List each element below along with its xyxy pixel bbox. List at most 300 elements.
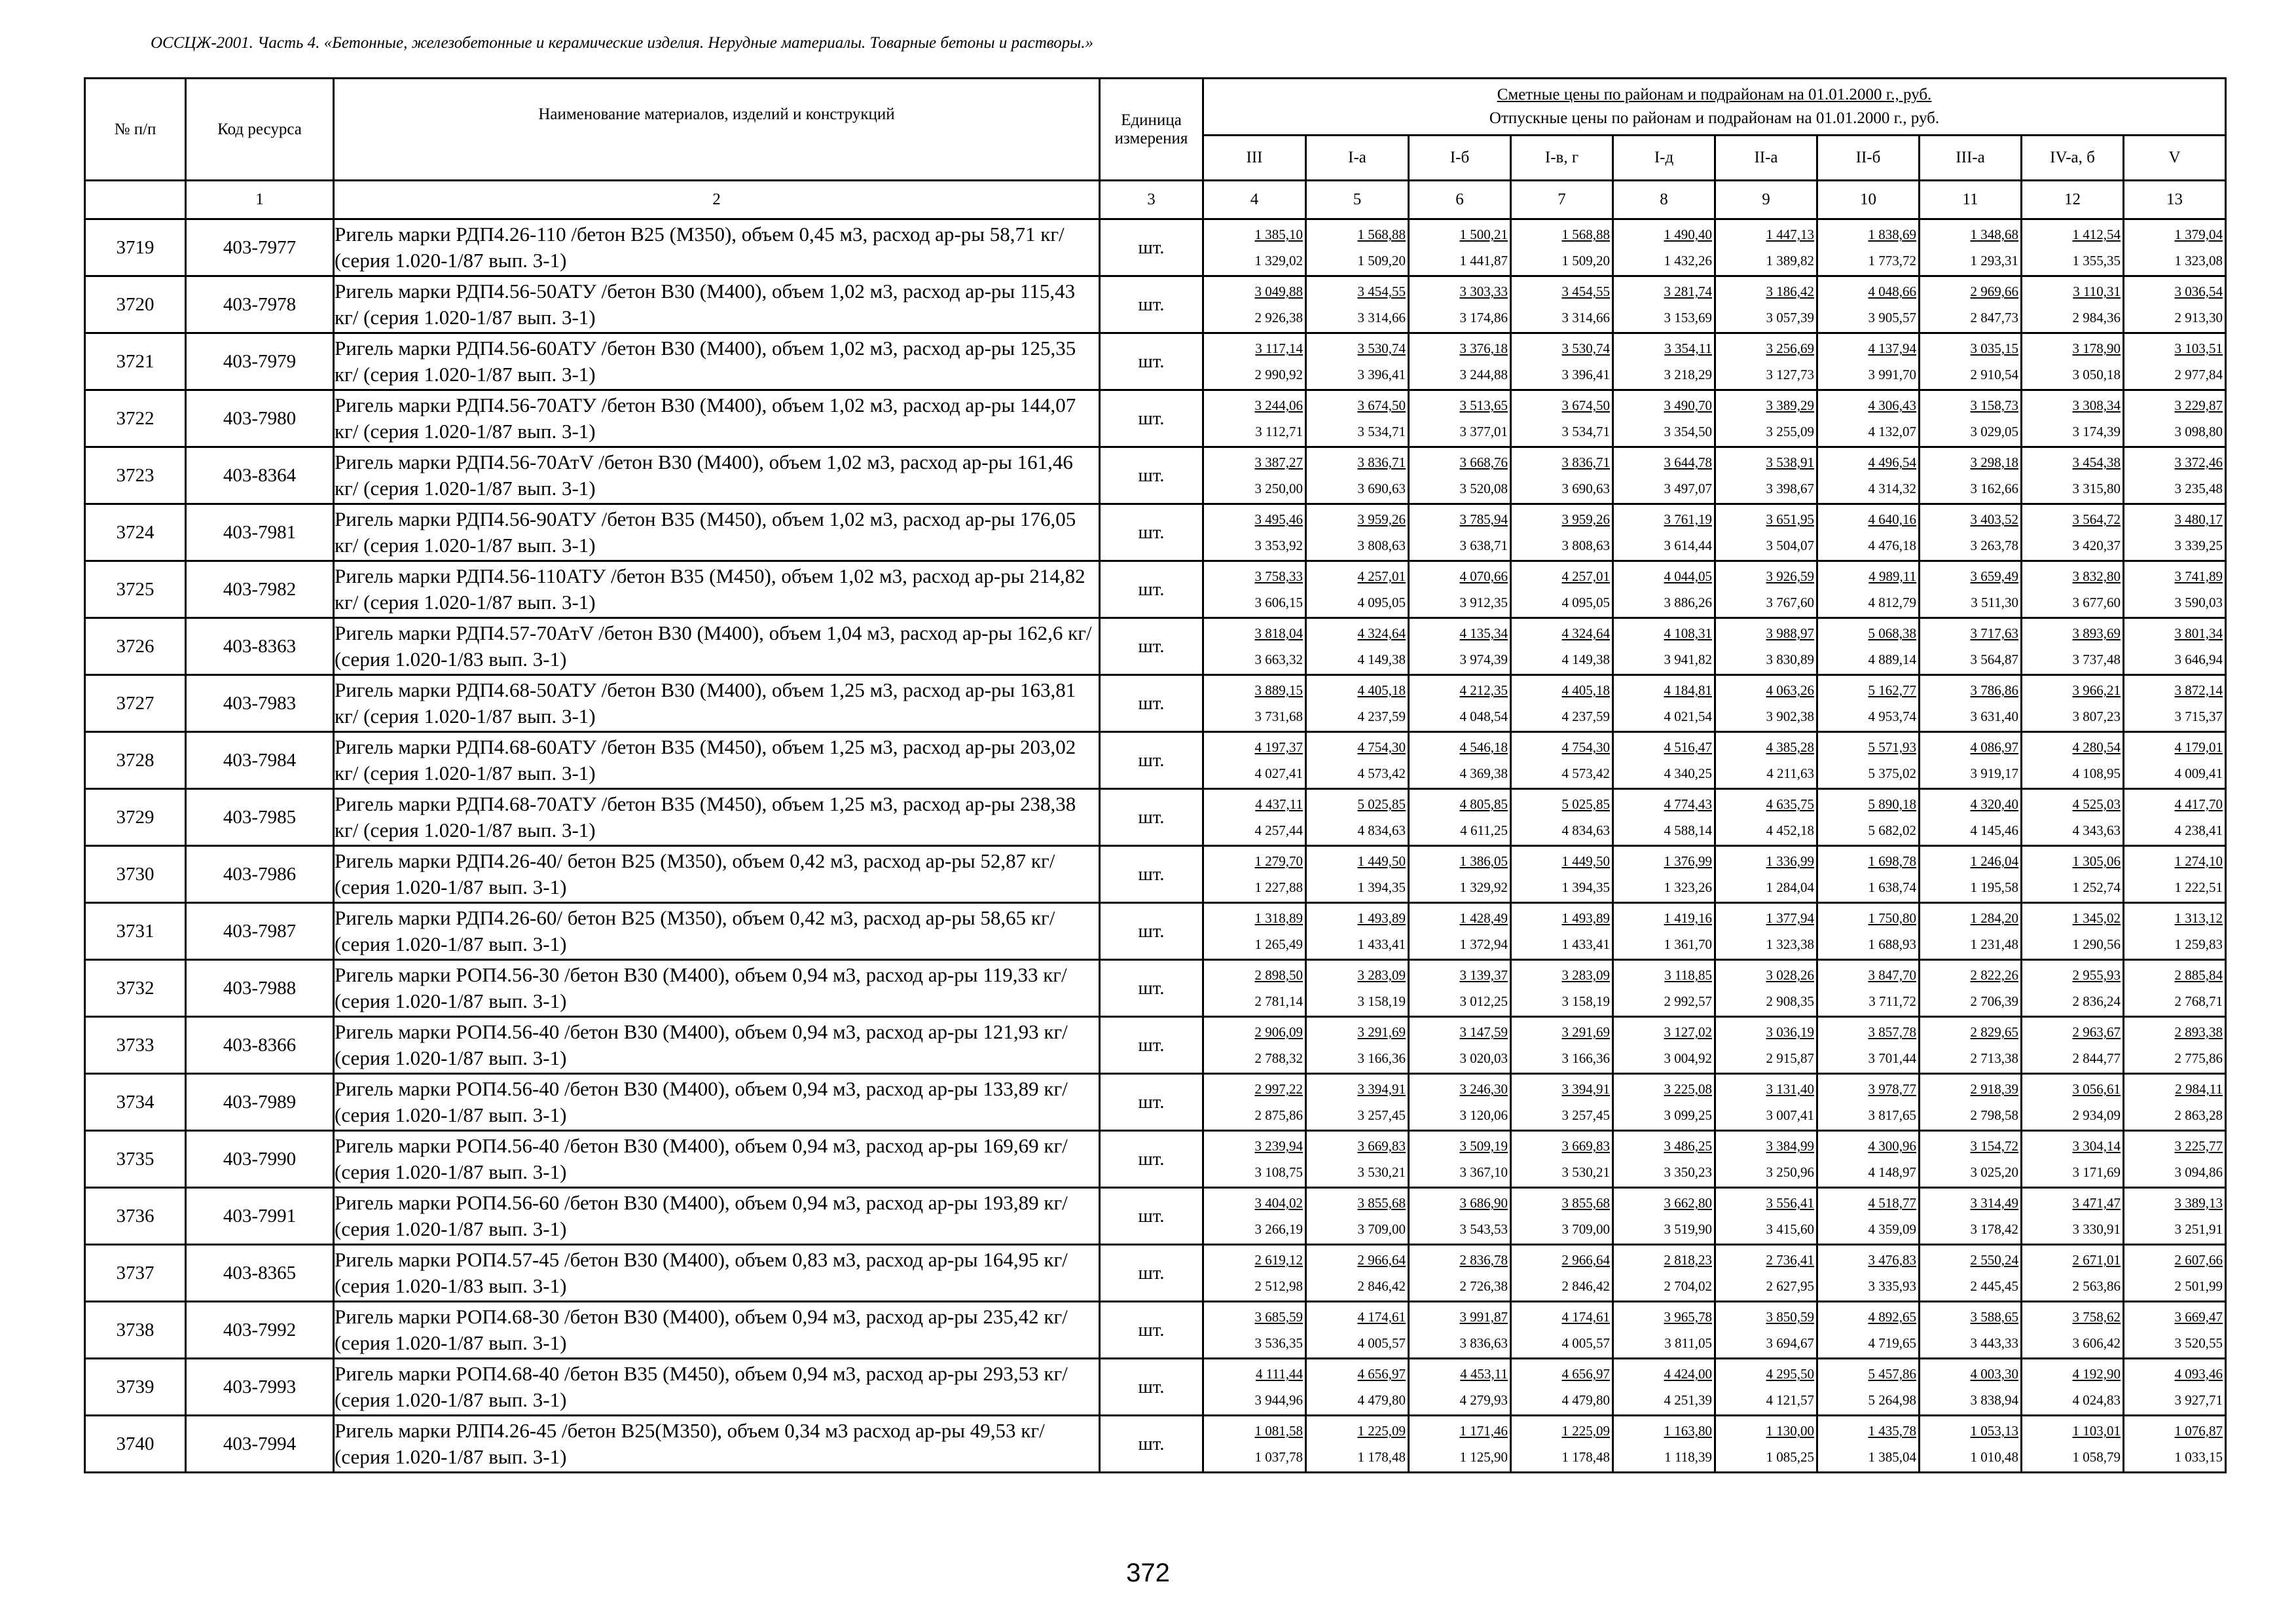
- price-cell: [1920, 960, 2022, 1017]
- price-cell: [1920, 390, 2022, 447]
- estimate-price: 3 818,04: [1254, 625, 1303, 641]
- estimate-price: 1 385,10: [1254, 227, 1303, 242]
- release-price: 3 606,15: [1254, 595, 1303, 610]
- estimate-price: 4 063,26: [1766, 682, 1814, 698]
- estimate-price: 3 669,47: [2174, 1309, 2223, 1325]
- price-cell: [1920, 618, 2022, 675]
- estimate-price: 1 379,04: [2174, 227, 2223, 242]
- release-price: 3 886,26: [1664, 595, 1712, 610]
- release-price: 3 905,57: [1868, 310, 1916, 325]
- estimate-price: 3 384,99: [1766, 1138, 1814, 1154]
- release-price: 2 992,57: [1664, 993, 1712, 1009]
- column-number: 9: [1715, 181, 1817, 219]
- price-cell: [2022, 1302, 2124, 1359]
- table-row: [85, 618, 2226, 675]
- price-cell: [2124, 1416, 2226, 1473]
- estimate-price: 1 698,78: [1868, 853, 1916, 869]
- release-price: 3 709,00: [1357, 1221, 1406, 1237]
- estimate-price: 3 669,83: [1561, 1138, 1610, 1154]
- release-price: 3 020,03: [1459, 1050, 1508, 1066]
- estimate-price: 4 989,11: [1868, 568, 1916, 584]
- estimate-price: 2 829,65: [1970, 1024, 2018, 1040]
- release-price: 3 919,17: [1970, 766, 2018, 781]
- price-cell: [1203, 447, 1306, 504]
- price-cell: [1511, 1188, 1613, 1245]
- estimate-price: 2 607,66: [2174, 1252, 2223, 1268]
- estimate-price: 3 036,19: [1766, 1024, 1814, 1040]
- release-price: 3 731,68: [1254, 709, 1303, 724]
- price-cell: [2022, 1359, 2124, 1416]
- table-row: [85, 903, 2226, 960]
- release-price: 1 433,41: [1357, 936, 1406, 952]
- material-name: Ригель марки РДП4.26-40/ бетон B25 (M350), объем 0,42 м3, расход ар-ры 52,87 кг/ (серия 1.020-1/87 вып. 3-1): [334, 846, 1100, 903]
- release-price: 3 534,71: [1561, 424, 1610, 439]
- release-price: 2 781,14: [1254, 993, 1303, 1009]
- price-cell: [1203, 732, 1306, 789]
- estimate-price: 3 225,08: [1664, 1081, 1712, 1097]
- release-price: 3 108,75: [1254, 1164, 1303, 1180]
- row-number: 3731: [85, 903, 186, 960]
- release-price: 3 817,65: [1868, 1107, 1916, 1123]
- price-cell: [1409, 447, 1511, 504]
- estimate-price: 4 525,03: [2072, 796, 2121, 812]
- table-row: [85, 1017, 2226, 1074]
- release-price: 4 359,09: [1868, 1221, 1916, 1237]
- estimate-price: 4 044,05: [1664, 568, 1712, 584]
- price-cell: [1511, 333, 1613, 390]
- row-number: 3740: [85, 1416, 186, 1473]
- estimate-price: 3 893,69: [2072, 625, 2121, 641]
- release-price: 1 259,83: [2174, 936, 2223, 952]
- page-number: 372: [1126, 1559, 1170, 1587]
- unit-of-measure: шт.: [1100, 846, 1203, 903]
- estimate-price: 3 965,78: [1664, 1309, 1712, 1325]
- price-cell: [1306, 504, 1409, 561]
- estimate-price: 3 855,68: [1357, 1195, 1406, 1211]
- unit-of-measure: шт.: [1100, 1017, 1203, 1074]
- estimate-price: 3 454,38: [2072, 454, 2121, 470]
- estimate-price: 1 386,05: [1459, 853, 1508, 869]
- price-cell: [2124, 447, 2226, 504]
- price-cell: [1511, 447, 1613, 504]
- price-cell: [1409, 1302, 1511, 1359]
- table-row: [85, 732, 2226, 789]
- estimate-price: 3 372,46: [2174, 454, 2223, 470]
- resource-code: 403-7977: [186, 219, 334, 276]
- estimate-price: 3 314,49: [1970, 1195, 2018, 1211]
- release-price: 3 127,73: [1766, 367, 1814, 382]
- price-table: [84, 77, 2227, 1473]
- price-cell: [1817, 675, 1920, 732]
- release-price: 1 389,82: [1766, 253, 1814, 268]
- column-number: 6: [1409, 181, 1511, 219]
- release-price: 4 005,57: [1561, 1335, 1610, 1351]
- resource-code: 403-7989: [186, 1074, 334, 1131]
- release-price: 3 162,66: [1970, 481, 2018, 496]
- release-price: 2 846,42: [1357, 1278, 1406, 1294]
- price-cell: [1715, 846, 1817, 903]
- release-price: 3 543,53: [1459, 1221, 1508, 1237]
- price-cell: [1817, 903, 1920, 960]
- release-price: 3 690,63: [1357, 481, 1406, 496]
- estimate-price: 4 184,81: [1664, 682, 1712, 698]
- estimate-price: 3 127,02: [1664, 1024, 1712, 1040]
- estimate-price: 3 480,17: [2174, 511, 2223, 527]
- estimate-price: 1 377,94: [1766, 910, 1814, 926]
- release-price: 2 445,45: [1970, 1278, 2018, 1294]
- estimate-price: 1 419,16: [1664, 910, 1712, 926]
- release-price: 3 120,06: [1459, 1107, 1508, 1123]
- estimate-price: 3 186,42: [1766, 284, 1814, 299]
- estimate-price: 3 530,74: [1357, 341, 1406, 356]
- release-price: 4 953,74: [1868, 709, 1916, 724]
- estimate-price: 3 454,55: [1561, 284, 1610, 299]
- price-cell: [1817, 1416, 1920, 1473]
- price-cell: [1409, 846, 1511, 903]
- estimate-price: 3 651,95: [1766, 511, 1814, 527]
- estimate-price: 1 171,46: [1459, 1423, 1508, 1439]
- price-cell: [1613, 618, 1715, 675]
- estimate-price: 2 984,11: [2175, 1081, 2223, 1097]
- estimate-price: 3 049,88: [1254, 284, 1303, 299]
- price-cell: [1409, 732, 1511, 789]
- estimate-price: 4 048,66: [1868, 284, 1916, 299]
- price-cell: [1613, 1074, 1715, 1131]
- price-cell: [1613, 333, 1715, 390]
- release-price: 3 174,86: [1459, 310, 1508, 325]
- release-price: 3 153,69: [1664, 310, 1712, 325]
- price-cell: [1613, 1017, 1715, 1074]
- material-name: Ригель марки РДП4.56-60АТУ /бетон B30 (M400), объем 1,02 м3, расход ар-ры 125,35 кг/ (серия 1.020-1/87 вып. 3-1): [334, 333, 1100, 390]
- price-cell: [1306, 732, 1409, 789]
- price-cell: [1715, 219, 1817, 276]
- release-price: 3 927,71: [2174, 1392, 2223, 1408]
- estimate-price: 3 588,65: [1970, 1309, 2018, 1325]
- release-price: 1 118,39: [1664, 1449, 1712, 1465]
- price-cell: [1817, 1188, 1920, 1245]
- estimate-price: 3 674,50: [1357, 397, 1406, 413]
- release-price: 3 178,42: [1970, 1221, 2018, 1237]
- estimate-price: 4 424,00: [1664, 1366, 1712, 1382]
- release-price: 3 004,92: [1664, 1050, 1712, 1066]
- release-price: 4 834,63: [1561, 822, 1610, 838]
- price-cell: [1715, 333, 1817, 390]
- estimate-price: 4 546,18: [1459, 739, 1508, 755]
- release-price: 3 944,96: [1254, 1392, 1303, 1408]
- price-cell: [1511, 1302, 1613, 1359]
- price-cell: [1511, 219, 1613, 276]
- price-cell: [1613, 390, 1715, 447]
- row-number: 3725: [85, 561, 186, 618]
- release-price: 3 694,67: [1766, 1335, 1814, 1351]
- price-cell: [1409, 219, 1511, 276]
- unit-of-measure: шт.: [1100, 960, 1203, 1017]
- estimate-price: 3 394,91: [1561, 1081, 1610, 1097]
- release-price: 4 573,42: [1561, 766, 1610, 781]
- estimate-price: 4 892,65: [1868, 1309, 1916, 1325]
- price-cell: [1920, 903, 2022, 960]
- price-cell: [1203, 1359, 1306, 1416]
- price-cell: [1817, 1359, 1920, 1416]
- estimate-price: 4 070,66: [1459, 568, 1508, 584]
- resource-code: 403-7993: [186, 1359, 334, 1416]
- unit-of-measure: шт.: [1100, 561, 1203, 618]
- estimate-price: 1 053,13: [1970, 1423, 2018, 1439]
- estimate-price: 2 818,23: [1664, 1252, 1712, 1268]
- estimate-price: 3 103,51: [2174, 341, 2223, 356]
- estimate-price: 4 516,47: [1664, 739, 1712, 755]
- release-price: 3 564,87: [1970, 652, 2018, 667]
- price-cell: [1613, 732, 1715, 789]
- estimate-price: 4 656,97: [1561, 1366, 1610, 1382]
- estimate-price: 4 003,30: [1970, 1366, 2018, 1382]
- release-price: 1 394,35: [1561, 879, 1610, 895]
- price-cell: [2124, 1359, 2226, 1416]
- price-cell: [1613, 789, 1715, 846]
- estimate-price: 2 898,50: [1254, 967, 1303, 983]
- price-cell: [1203, 1302, 1306, 1359]
- estimate-price: 3 668,76: [1459, 454, 1508, 470]
- estimate-price: 3 741,89: [2174, 568, 2223, 584]
- estimate-price: 1 163,80: [1664, 1423, 1712, 1439]
- release-price: 3 098,80: [2174, 424, 2223, 439]
- estimate-price: 4 300,96: [1868, 1138, 1916, 1154]
- release-price: 3 350,23: [1664, 1164, 1712, 1180]
- release-price: 2 713,38: [1970, 1050, 2018, 1066]
- release-price: 3 443,33: [1970, 1335, 2018, 1351]
- release-price: 4 343,63: [2072, 822, 2121, 838]
- release-price: 3 398,67: [1766, 481, 1814, 496]
- row-number: 3739: [85, 1359, 186, 1416]
- release-price: 1 441,87: [1459, 253, 1508, 268]
- price-cell: [1817, 219, 1920, 276]
- release-price: 3 244,88: [1459, 367, 1508, 382]
- release-price: 1 638,74: [1868, 879, 1916, 895]
- estimate-price: 4 257,01: [1561, 568, 1610, 584]
- resource-code: 403-8366: [186, 1017, 334, 1074]
- estimate-price: 3 988,97: [1766, 625, 1814, 641]
- release-price: 1 323,26: [1664, 879, 1712, 895]
- release-price: 2 990,92: [1254, 367, 1303, 382]
- estimate-price: 3 801,34: [2174, 625, 2223, 641]
- resource-code: 403-7987: [186, 903, 334, 960]
- price-cell: [1817, 1302, 1920, 1359]
- estimate-price: 1 348,68: [1970, 227, 2018, 242]
- estimate-price: 3 674,50: [1561, 397, 1610, 413]
- price-cell: [2022, 1188, 2124, 1245]
- estimate-price: 1 449,50: [1357, 853, 1406, 869]
- estimate-price: 1 130,00: [1766, 1423, 1814, 1439]
- price-cell: [2022, 504, 2124, 561]
- price-cell: [1920, 561, 2022, 618]
- release-price: 3 257,45: [1357, 1107, 1406, 1123]
- table-row: [85, 333, 2226, 390]
- price-cell: [1306, 1188, 1409, 1245]
- estimate-price: 3 855,68: [1561, 1195, 1610, 1211]
- estimate-price: 3 538,91: [1766, 454, 1814, 470]
- release-price: 2 704,02: [1664, 1278, 1712, 1294]
- price-cell: [1203, 276, 1306, 333]
- price-cell: [1409, 390, 1511, 447]
- column-number: 8: [1613, 181, 1715, 219]
- release-price: 3 057,39: [1766, 310, 1814, 325]
- release-price: 2 627,95: [1766, 1278, 1814, 1294]
- price-cell: [1306, 390, 1409, 447]
- estimate-price: 2 619,12: [1254, 1252, 1303, 1268]
- estimate-price: 3 376,18: [1459, 341, 1508, 356]
- region-header: I-а: [1306, 136, 1409, 181]
- estimate-price: 1 568,88: [1561, 227, 1610, 242]
- price-cell: [1613, 1416, 1715, 1473]
- release-price: 3 339,25: [2174, 538, 2223, 553]
- material-name: Ригель марки РОП4.56-40 /бетон B30 (M400), объем 0,94 м3, расход ар-ры 133,89 кг/ (серия 1.020-1/87 вып. 3-1): [334, 1074, 1100, 1131]
- resource-code: 403-7981: [186, 504, 334, 561]
- table-body: [85, 219, 2226, 1473]
- material-name: Ригель марки РОП4.56-40 /бетон B30 (M400), объем 0,94 м3, расход ар-ры 169,69 кг/ (серия 1.020-1/87 вып. 3-1): [334, 1131, 1100, 1188]
- table-row: [85, 447, 2226, 504]
- price-cell: [1920, 219, 2022, 276]
- price-cell: [1715, 732, 1817, 789]
- estimate-price: 1 449,50: [1561, 853, 1610, 869]
- estimate-price: 4 324,64: [1357, 625, 1406, 641]
- release-price: 2 915,87: [1766, 1050, 1814, 1066]
- release-price: 3 396,41: [1357, 367, 1406, 382]
- estimate-price: 3 659,49: [1970, 568, 2018, 584]
- price-cell: [2124, 1302, 2226, 1359]
- estimate-price: 3 139,37: [1459, 967, 1508, 983]
- column-number-row: [85, 181, 2226, 219]
- row-number: 3722: [85, 390, 186, 447]
- price-cell: [1715, 789, 1817, 846]
- price-cell: [2022, 447, 2124, 504]
- price-cell: [2022, 1245, 2124, 1302]
- price-cell: [2022, 618, 2124, 675]
- resource-code: 403-7988: [186, 960, 334, 1017]
- estimate-price: 1 246,04: [1970, 853, 2018, 869]
- price-cell: [2124, 219, 2226, 276]
- release-price: 3 530,21: [1561, 1164, 1610, 1180]
- release-price: 3 353,92: [1254, 538, 1303, 553]
- estimate-price: 3 872,14: [2174, 682, 2223, 698]
- price-cell: [1203, 1416, 1306, 1473]
- release-price: 3 808,63: [1357, 538, 1406, 553]
- release-price: 3 902,38: [1766, 709, 1814, 724]
- resource-code: 403-7978: [186, 276, 334, 333]
- estimate-price: 3 117,14: [1255, 341, 1303, 356]
- row-number: 3721: [85, 333, 186, 390]
- price-cell: [1203, 390, 1306, 447]
- estimate-price: 3 832,80: [2072, 568, 2121, 584]
- release-price: 4 121,57: [1766, 1392, 1814, 1408]
- price-cell: [1203, 1131, 1306, 1188]
- price-cell: [1203, 504, 1306, 561]
- price-cell: [1920, 732, 2022, 789]
- release-price: 3 808,63: [1561, 538, 1610, 553]
- price-cell: [2022, 390, 2124, 447]
- price-cell: [1920, 1188, 2022, 1245]
- release-price: 3 511,30: [1971, 595, 2018, 610]
- price-cell: [1511, 390, 1613, 447]
- material-name: Ригель марки РЛП4.26-45 /бетон B25(M350), объем 0,34 м3 расход ар-ры 49,53 кг/ (серия 1.020-1/87 вып. 3-1): [334, 1416, 1100, 1473]
- price-cell: [2022, 675, 2124, 732]
- estimate-price: 1 313,12: [2174, 910, 2223, 926]
- estimate-price: 3 158,73: [1970, 397, 2018, 413]
- resource-code: 403-7990: [186, 1131, 334, 1188]
- table-row: [85, 561, 2226, 618]
- release-price: 2 926,38: [1254, 310, 1303, 325]
- estimate-price: 3 785,94: [1459, 511, 1508, 527]
- estimate-price: 3 354,11: [1664, 341, 1712, 356]
- release-price: 4 369,38: [1459, 766, 1508, 781]
- price-cell: [1409, 333, 1511, 390]
- release-price: 2 913,30: [2174, 310, 2223, 325]
- price-cell: [1613, 1245, 1715, 1302]
- region-header: IV-а, б: [2022, 136, 2124, 181]
- release-price: 4 095,05: [1561, 595, 1610, 610]
- price-cell: [1715, 1074, 1817, 1131]
- price-cell: [1306, 1017, 1409, 1074]
- release-price: 3 606,42: [2072, 1335, 2121, 1351]
- price-cell: [1203, 1017, 1306, 1074]
- release-price: 3 519,90: [1664, 1221, 1712, 1237]
- price-cell: [2022, 333, 2124, 390]
- material-name: Ригель марки РДП4.26-110 /бетон B25 (M350), объем 0,45 м3, расход ар-ры 58,71 кг/ (серия 1.020-1/87 вып. 3-1): [334, 219, 1100, 276]
- estimate-price: 2 822,26: [1970, 967, 2018, 983]
- estimate-price: 3 246,30: [1459, 1081, 1508, 1097]
- unit-of-measure: шт.: [1100, 1302, 1203, 1359]
- price-caption-release: Отпускные цены по районам и подрайонам на 01.01.2000 г., руб.: [1489, 109, 1940, 127]
- price-cell: [1817, 960, 1920, 1017]
- price-cell: [1306, 1416, 1409, 1473]
- unit-of-measure: шт.: [1100, 1188, 1203, 1245]
- price-cell: [1715, 903, 1817, 960]
- price-cell: [1306, 276, 1409, 333]
- price-cell: [2022, 1416, 2124, 1473]
- release-price: 2 775,86: [2174, 1050, 2223, 1066]
- resource-code: 403-7994: [186, 1416, 334, 1473]
- release-price: 1 284,04: [1766, 879, 1814, 895]
- price-cell: [1306, 1359, 1409, 1416]
- release-price: 1 293,31: [1970, 253, 2018, 268]
- estimate-price: 4 192,90: [2072, 1366, 2121, 1382]
- price-cell: [1920, 504, 2022, 561]
- price-cell: [2124, 561, 2226, 618]
- price-cell: [1409, 1359, 1511, 1416]
- release-price: 1 037,78: [1254, 1449, 1303, 1465]
- price-cell: [1511, 276, 1613, 333]
- price-cell: [2124, 1245, 2226, 1302]
- price-cell: [1817, 789, 1920, 846]
- release-price: 4 048,54: [1459, 709, 1508, 724]
- release-price: 2 512,98: [1254, 1278, 1303, 1294]
- release-price: 3 257,45: [1561, 1107, 1610, 1123]
- release-price: 1 290,56: [2072, 936, 2121, 952]
- estimate-price: 3 564,72: [2072, 511, 2121, 527]
- estimate-price: 3 281,74: [1664, 284, 1712, 299]
- price-cell: [1409, 276, 1511, 333]
- release-price: 4 005,57: [1357, 1335, 1406, 1351]
- estimate-price: 2 836,78: [1459, 1252, 1508, 1268]
- release-price: 3 767,60: [1766, 595, 1814, 610]
- resource-code: 403-7986: [186, 846, 334, 903]
- estimate-price: 3 404,02: [1254, 1195, 1303, 1211]
- estimate-price: 2 918,39: [1970, 1081, 2018, 1097]
- price-cell: [1306, 561, 1409, 618]
- estimate-price: 1 336,99: [1766, 853, 1814, 869]
- release-price: 2 706,39: [1970, 993, 2018, 1009]
- estimate-price: 4 774,43: [1664, 796, 1712, 812]
- estimate-price: 4 295,50: [1766, 1366, 1814, 1382]
